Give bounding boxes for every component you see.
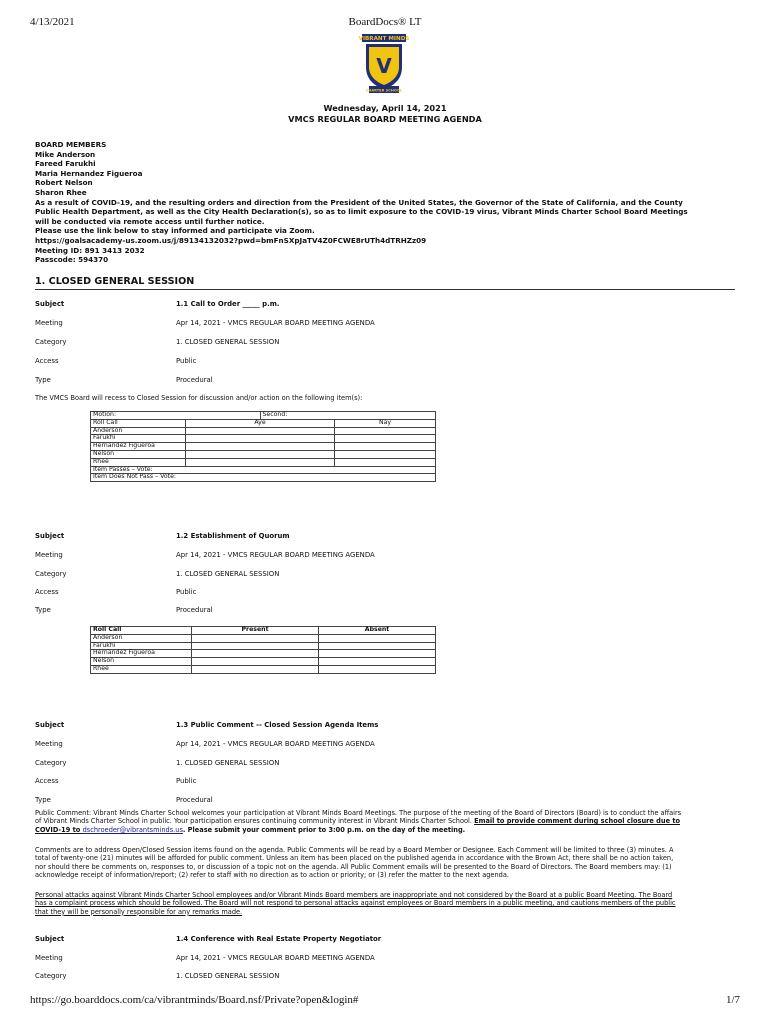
category-value: 1. CLOSED GENERAL SESSION: [176, 759, 280, 767]
access-value: Public: [176, 588, 197, 596]
table-row: [91, 658, 436, 666]
text-line: [35, 826, 735, 834]
table-row: [91, 427, 436, 435]
category-value: 1. CLOSED GENERAL SESSION: [176, 570, 280, 578]
type-value: Procedural: [176, 376, 213, 384]
logo-top-text: VIBRANT MINDS: [358, 36, 410, 43]
email-instruction: COVID-19 to: [35, 825, 83, 834]
access-label: Access: [35, 588, 59, 596]
subject-label: Subject: [35, 532, 65, 540]
category-value: 1. CLOSED GENERAL SESSION: [176, 338, 280, 346]
category-label: Category: [35, 338, 67, 346]
roll-call-cell: Roll Call: [91, 627, 192, 635]
type-label: Type: [35, 606, 51, 614]
table-row: [91, 650, 436, 658]
fails-cell: Item Does Not Pass – Vote:: [91, 474, 436, 482]
text-line: nor should there be comments on, responses to, or discussion of a topic not on the agenda. All Public Comment emails will be presented to the Board of Directors. The Board members may: (1): [35, 862, 672, 871]
member-cell: Rhee: [91, 458, 186, 466]
meeting-value: Apr 14, 2021 - VMCS REGULAR BOARD MEETING AGENDA: [176, 551, 375, 559]
email-link[interactable]: dschroeder@vibrantsminds.us: [82, 825, 183, 834]
subject-label: Subject: [35, 300, 65, 308]
print-footer: [30, 994, 740, 1008]
member-cell: Anderson: [91, 634, 192, 642]
text-span: of Vibrant Minds Charter School in public. Your participation ensures continuing community interest in Vibrant Minds Charter School.: [35, 817, 475, 826]
type-label: Type: [35, 796, 51, 804]
category-label: Category: [35, 972, 67, 980]
logo-bottom-text: CHARTER SCHOOL: [365, 88, 403, 93]
access-value: Public: [176, 777, 197, 785]
meeting-label: Meeting: [35, 551, 63, 559]
member-cell: Hernandez Figueroa: [91, 443, 186, 451]
deadline-text: . Please submit your comment prior to 3:00 p.m. on the day of the meeting.: [182, 825, 466, 834]
table-row: [91, 450, 436, 458]
meeting-value: Apr 14, 2021 - VMCS REGULAR BOARD MEETING AGENDA: [176, 954, 375, 962]
print-header: [30, 16, 740, 30]
subject-value: 1.4 Conference with Real Estate Property Negotiator: [176, 935, 382, 943]
meeting-label: Meeting: [35, 319, 63, 327]
table-row: [91, 634, 436, 642]
print-title: BoardDocs® LT: [348, 16, 422, 28]
intro-line: Sharon Rhee: [35, 187, 87, 197]
agenda-title: VMCS REGULAR BOARD MEETING AGENDA: [288, 114, 482, 124]
comments-rules-paragraph: [35, 846, 735, 880]
subject-value: 1.3 Public Comment -- Closed Session Agenda Items: [176, 721, 379, 729]
table-row: [91, 419, 436, 427]
print-date: 4/13/2021: [30, 16, 75, 28]
intro-line: Fareed Farukhi: [35, 159, 96, 169]
school-logo: [358, 33, 410, 95]
motion-cell: Motion:: [91, 412, 261, 420]
page-url: https://go.boarddocs.com/ca/vibrantminds/Board.nsf/Private?open&login#: [30, 994, 359, 1006]
type-label: Type: [35, 376, 51, 384]
meeting-label: Meeting: [35, 740, 63, 748]
table-row: [91, 458, 436, 466]
nay-cell: Nay: [335, 419, 436, 427]
text-line: [35, 817, 735, 825]
meeting-value: Apr 14, 2021 - VMCS REGULAR BOARD MEETING AGENDA: [176, 319, 375, 327]
text-line: that they will be personally responsible for any remarks made.: [35, 907, 243, 916]
text-line: Personal attacks against Vibrant Minds Charter School employees and/or Vibrant Minds Board members are inappropriate and not considered by the Board at a public Board Meeting. The Board: [35, 891, 673, 899]
subject-label: Subject: [35, 935, 65, 943]
intro-line: Robert Nelson: [35, 178, 93, 188]
table-row: [91, 627, 436, 635]
table-row: [91, 443, 436, 451]
aye-cell: Aye: [186, 419, 335, 427]
page-number: 1/7: [725, 994, 740, 1006]
public-comment-paragraph: [35, 809, 735, 834]
intro-line: will be conducted via remote access until further notice.: [35, 216, 265, 226]
type-value: Procedural: [176, 606, 213, 614]
category-label: Category: [35, 759, 67, 767]
passcode: Passcode: 594370: [35, 255, 109, 265]
meeting-heading: [0, 103, 770, 125]
text-line: acknowledge receipt of information/report; (2) refer to staff with no direction as to action or priority; or (3) refer the matter to the next agenda.: [35, 871, 509, 880]
table-row: [91, 474, 436, 482]
category-label: Category: [35, 570, 67, 578]
intro-line: Mike Anderson: [35, 149, 96, 159]
vote-table: [90, 411, 436, 482]
member-cell: Anderson: [91, 427, 186, 435]
table-row: [91, 665, 436, 673]
member-cell: Farukhi: [91, 435, 186, 443]
logo-letter: V: [376, 54, 392, 78]
access-label: Access: [35, 357, 59, 365]
intro-line: BOARD MEMBERS: [35, 140, 107, 149]
access-value: Public: [176, 357, 197, 365]
absent-cell: Absent: [319, 627, 436, 635]
text-line: has a complaint process which should be followed. The Board will not respond to personal attacks against employees or Board members in a public meeting, and cautions members of the public: [35, 899, 676, 908]
member-cell: Farukhi: [91, 642, 192, 650]
member-cell: Hernandez Figueroa: [91, 650, 192, 658]
text-line: Comments are to address Open/Closed Session items found on the agenda. Public Comments will be read by a Board Member or Designee. Each Comment will be limited to three (3) minutes. A: [35, 846, 674, 854]
member-cell: Nelson: [91, 658, 192, 666]
email-instruction: Email to provide comment during school closure due to: [474, 817, 681, 826]
intro-line: As a result of COVID-19, and the resulting orders and direction from the President of the United States, the Governor of the State of California, and the County: [35, 197, 683, 207]
intro-line: Maria Hernandez Figueroa: [35, 168, 143, 178]
subject-value: 1.1 Call to Order _____ p.m.: [176, 300, 280, 308]
roll-call-cell: Roll Call: [91, 419, 186, 427]
intro-line: Please use the link below to stay informed and participate via Zoom.: [35, 226, 315, 236]
subject-label: Subject: [35, 721, 65, 729]
passes-cell: Item Passes – Vote:: [91, 466, 436, 474]
meeting-id: Meeting ID: 891 3413 2032: [35, 245, 145, 255]
member-cell: Nelson: [91, 450, 186, 458]
intro-block: [35, 140, 740, 265]
intro-line: Public Health Department, as well as the City Health Declaration(s), so as to limit exposure to the COVID-19 virus, Vibrant Minds Charter School Board Meetings: [35, 207, 688, 217]
category-value: 1. CLOSED GENERAL SESSION: [176, 972, 280, 980]
recess-text: The VMCS Board will recess to Closed Session for discussion and/or action on the following item(s):: [35, 394, 363, 402]
quorum-table: [90, 626, 436, 674]
present-cell: Present: [192, 627, 319, 635]
meeting-label: Meeting: [35, 954, 63, 962]
member-cell: Rhee: [91, 665, 192, 673]
second-cell: Second:: [260, 412, 436, 420]
access-label: Access: [35, 777, 59, 785]
meeting-value: Apr 14, 2021 - VMCS REGULAR BOARD MEETING AGENDA: [176, 740, 375, 748]
zoom-link[interactable]: https://goalsacademy-us.zoom.us/j/89134132032?pwd=bmFnSXpJaTV4Z0FCWE8rUTh4dTRHZz09: [35, 235, 427, 245]
meeting-date: Wednesday, April 14, 2021: [323, 103, 447, 113]
subject-value: 1.2 Establishment of Quorum: [176, 532, 290, 540]
personal-attacks-paragraph: [35, 891, 735, 916]
section-title: 1. CLOSED GENERAL SESSION: [35, 276, 735, 290]
text-line: Public Comment: Vibrant Minds Charter School welcomes your participation at Vibrant Minds Board Meetings. The purpose of the meeting of the Board of Directors (Board) is to conduct the affairs: [35, 809, 682, 817]
type-value: Procedural: [176, 796, 213, 804]
text-line: total of twenty-one (21) minutes will be afforded for public comment. Unless an item has been placed on the published agenda in accordance with the Brown Act, there shall be no action taken,: [35, 854, 674, 863]
